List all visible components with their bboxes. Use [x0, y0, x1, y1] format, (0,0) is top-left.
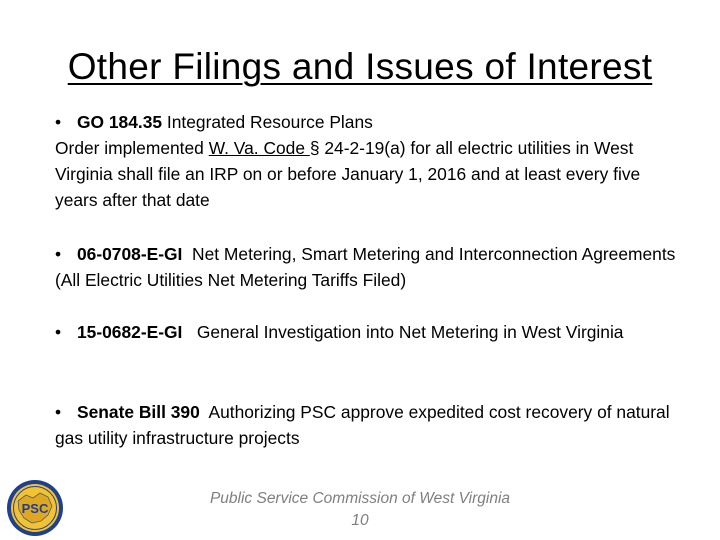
code-citation: W. Va. Code — [208, 138, 310, 158]
item-code: 06-0708-E-GI — [77, 244, 183, 264]
list-item-net-metering — [55, 241, 685, 293]
list-item-investigation — [55, 319, 685, 345]
footer — [180, 488, 540, 532]
item-text: § 24-2-19(a) for all electric utilities in West Virginia shall file an IRP on or before January 1, 2016 and at least every five years after that date — [55, 138, 641, 210]
bullet: • — [55, 112, 62, 132]
item-code: 15-0682-E-GI — [77, 322, 183, 342]
bullet: • — [55, 244, 62, 264]
item-text: Order implemented — [55, 138, 209, 158]
psc-seal-logo — [6, 479, 64, 537]
bullet: • — [55, 402, 62, 422]
item-code: GO 184.35 — [77, 112, 163, 132]
seal-label: PSC — [21, 501, 49, 516]
list-item-irp — [55, 109, 685, 213]
page-number: 10 — [351, 512, 369, 529]
item-heading: Integrated Resource Plans — [162, 112, 373, 132]
slide-title: Other Filings and Issues of Interest — [67, 46, 653, 87]
item-text: Net Metering, Smart Metering and Interconnection Agreements (All Electric Utilities Net Metering Tariffs Filed) — [55, 244, 681, 290]
list-item-senate-bill — [55, 399, 685, 451]
item-code: Senate Bill 390 — [77, 402, 200, 422]
item-text: General Investigation into Net Metering in West Virginia — [182, 322, 624, 342]
footer-organization: Public Service Commission of West Virginia — [209, 490, 511, 507]
item-text: Authorizing PSC approve expedited cost recovery of natural gas utility infrastructure projects — [55, 402, 675, 448]
bullet: • — [55, 322, 62, 342]
